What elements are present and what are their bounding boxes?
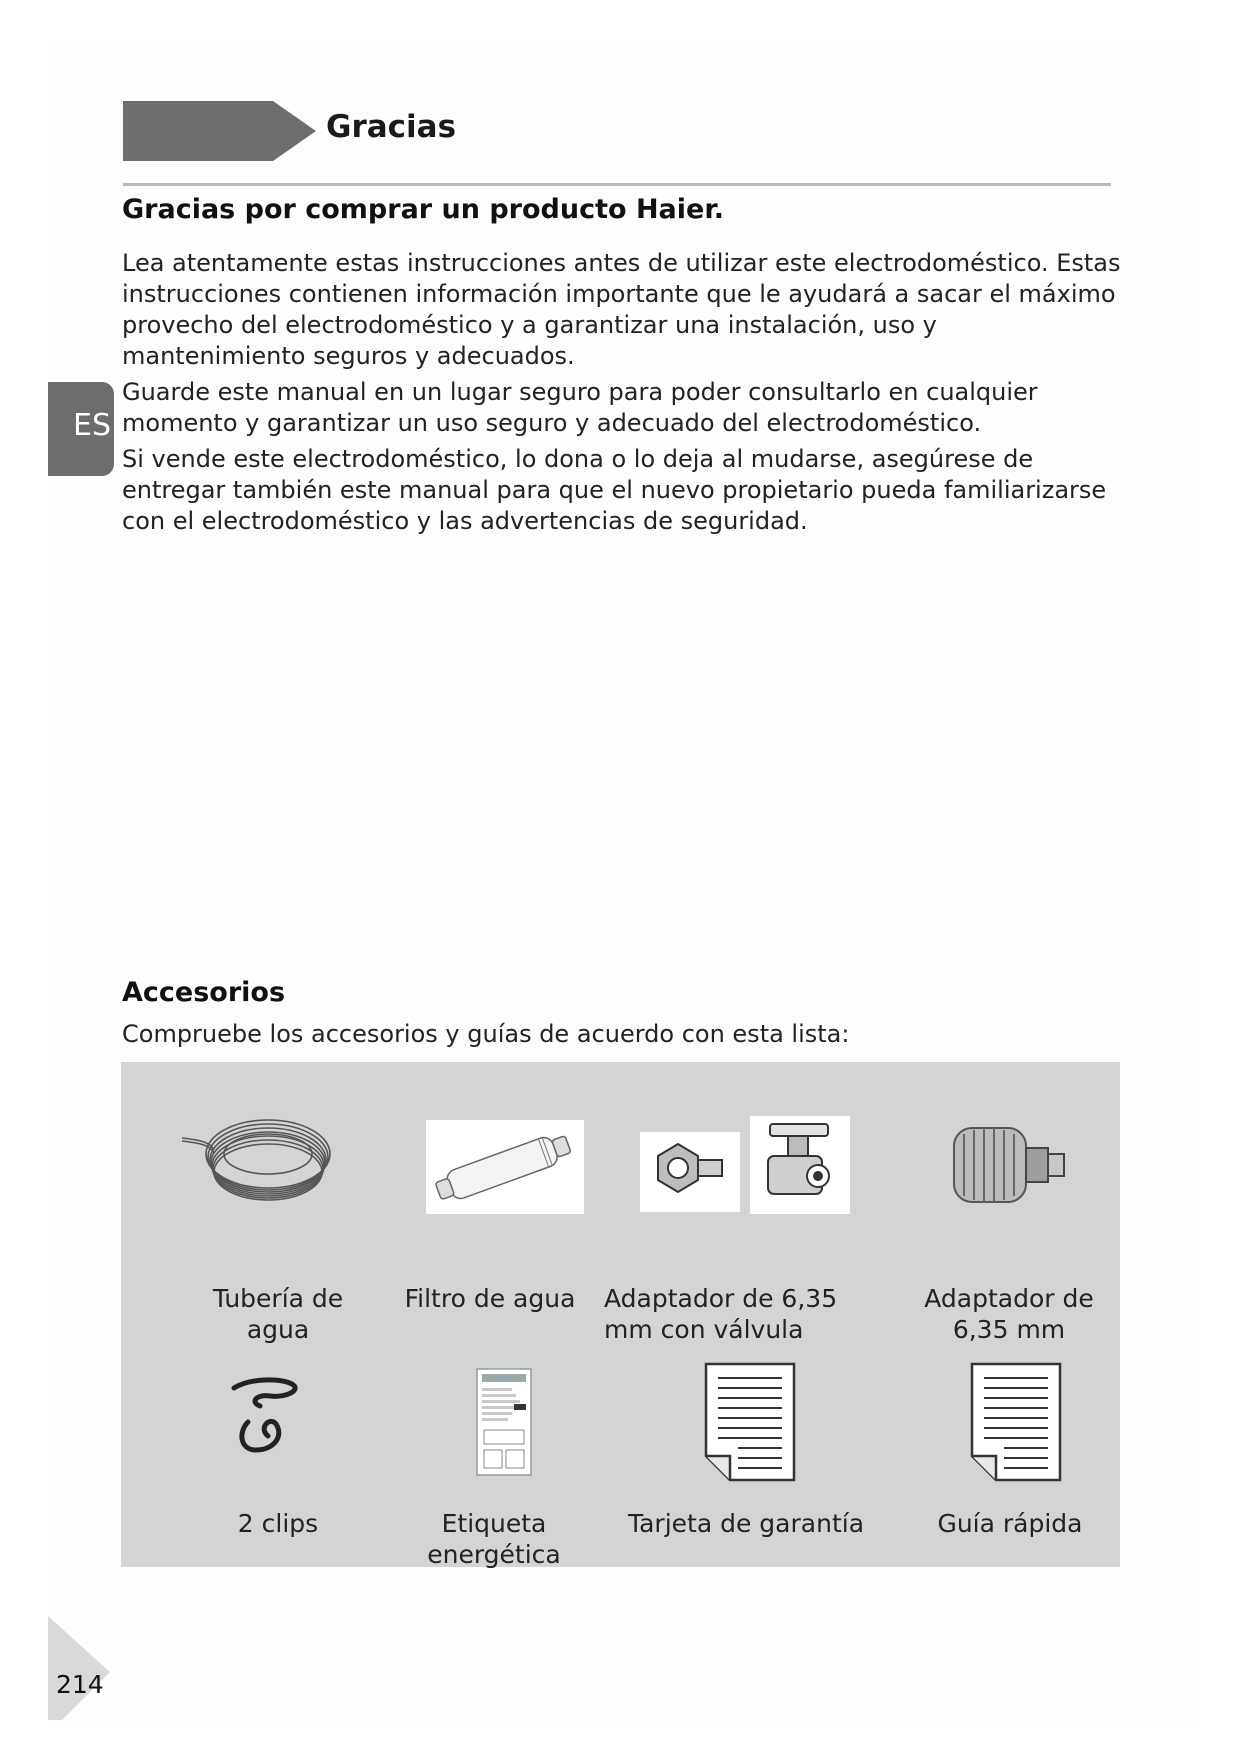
accessory-label: Etiqueta energética (427, 1509, 561, 1569)
page-number: 214 (56, 1670, 104, 1699)
language-tab-label: ES (73, 408, 111, 443)
water-filter-icon (426, 1120, 584, 1214)
thanks-paragraph-2: Guarde este manual en un lugar seguro para poder consultarlo en cualquier momento y garantizar un uso seguro y adecuado del electrodoméstico. (122, 378, 1038, 437)
accessory-label: 2 clips (237, 1509, 319, 1538)
energy-label-icon (476, 1368, 532, 1476)
thanks-paragraph-1: Lea atentamente estas instrucciones antes de utilizar este electrodoméstico. Estas instrucciones contienen información importante que le ayudará a sacar el máximo provecho del electrodoméstico y a garantizar una instalación, uso y mantenimiento seguros y adecuados. (122, 249, 1121, 370)
thanks-heading: Gracias por comprar un producto Haier. (122, 194, 725, 225)
accessory-label: Tubería de agua (212, 1284, 344, 1344)
adapter-icon (948, 1114, 1072, 1214)
accessory-label: Filtro de agua (404, 1284, 576, 1313)
document-icon (970, 1362, 1062, 1482)
accessory-label: Adaptador de 6,35 mm con válvula (604, 1284, 838, 1344)
accessories-heading: Accesorios (122, 977, 286, 1008)
accessory-label: Tarjeta de garantía (627, 1509, 865, 1538)
adapter-with-valve-icon (640, 1116, 850, 1216)
accessories-intro: Compruebe los accesorios y guías de acuerdo con esta lista: (122, 1020, 850, 1048)
accessory-label: Adaptador de 6,35 mm (924, 1284, 1094, 1344)
accessory-label: Guía rápida (937, 1509, 1083, 1538)
section-title: Gracias (326, 109, 457, 145)
water-pipe-coil-icon (180, 1110, 340, 1210)
document-icon (704, 1362, 796, 1482)
section-arrow-icon (123, 101, 316, 161)
clips-icon (226, 1376, 306, 1458)
page-corner-tab (48, 1616, 110, 1720)
thanks-paragraph-3: Si vende este electrodoméstico, lo dona o lo deja al mudarse, asegúrese de entregar también este manual para que el nuevo propietario pueda familiarizarse con el electrodoméstico y las advertencias de seguridad. (122, 445, 1107, 535)
header-divider (123, 183, 1111, 186)
